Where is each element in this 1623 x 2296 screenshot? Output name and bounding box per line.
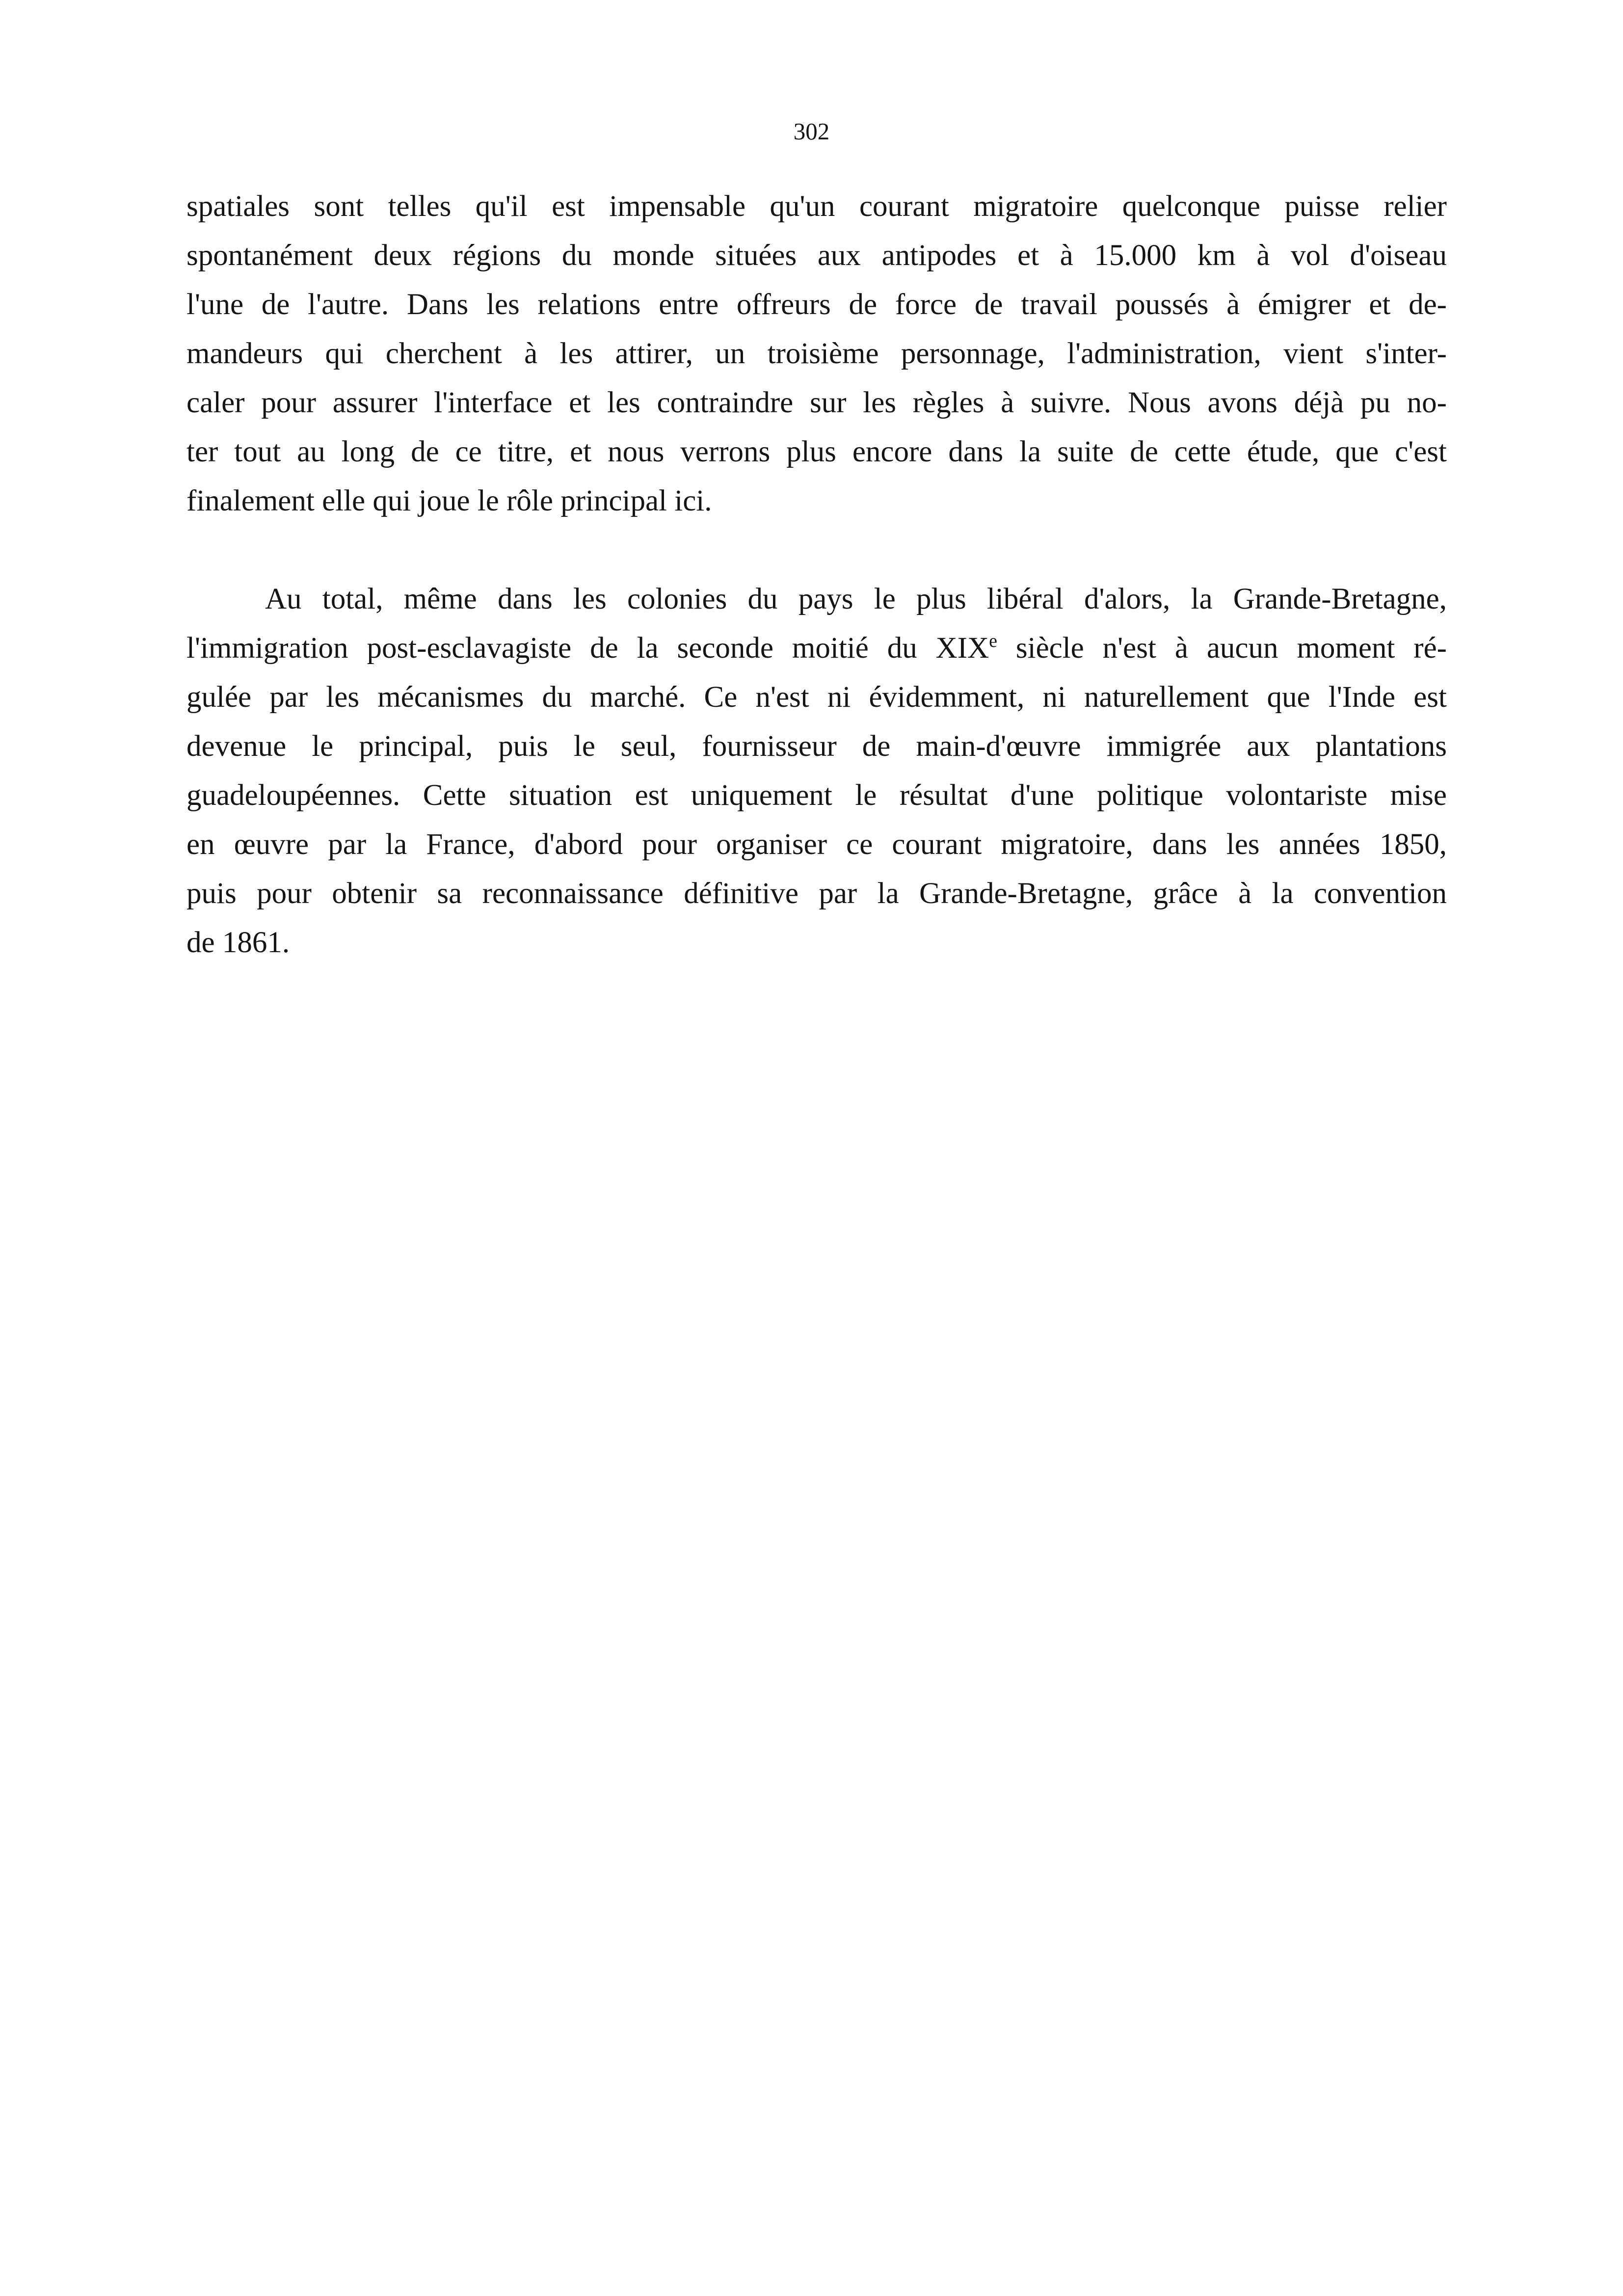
text-line: spatiales sont telles qu'il est impensable qu'un courant migratoire quelconque puisse relier — [186, 190, 1447, 223]
text-line: ter tout au long de ce titre, et nous verrons plus encore dans la suite de cette étude, que c'est — [186, 435, 1447, 468]
text-line: puis pour obtenir sa reconnaissance définitive par la Grande-Bretagne, grâce à la convention — [186, 877, 1447, 910]
text-line: en œuvre par la France, d'abord pour organiser ce courant migratoire, dans les années 1850, — [186, 828, 1447, 861]
text-segment: siècle n'est à aucun moment ré- — [997, 632, 1447, 665]
text-line: mandeurs qui cherchent à les attirer, un troisième personnage, l'administration, vient s'inter- — [186, 337, 1447, 370]
text-line: caler pour assurer l'interface et les contraindre sur les règles à suivre. Nous avons déjà pu no- — [186, 386, 1447, 419]
paragraph — [186, 182, 1447, 526]
text-line — [186, 624, 1447, 673]
text-line: l'une de l'autre. Dans les relations entre offreurs de force de travail poussés à émigrer et de- — [186, 288, 1447, 321]
text-line: guadeloupéennes. Cette situation est uniquement le résultat d'une politique volontariste mise — [186, 779, 1447, 812]
superscript: e — [989, 631, 997, 651]
text-line: Au total, même dans les colonies du pays le plus libéral d'alors, la Grande-Bretagne, — [265, 583, 1447, 615]
paragraph — [186, 575, 1447, 967]
page-number: 302 — [793, 118, 830, 145]
text-segment: l'immigration post-esclavagiste de la seconde moitié du XIX — [186, 632, 989, 665]
text-line: finalement elle qui joue le rôle principal ici. — [186, 484, 712, 517]
text-line: gulée par les mécanismes du marché. Ce n'est ni évidemment, ni naturellement que l'Inde est — [186, 681, 1447, 714]
text-line: de 1861. — [186, 926, 290, 959]
text-line: spontanément deux régions du monde situées aux antipodes et à 15.000 km à vol d'oiseau — [186, 239, 1447, 272]
text-line: devenue le principal, puis le seul, fournisseur de main-d'œuvre immigrée aux plantations — [186, 730, 1447, 763]
